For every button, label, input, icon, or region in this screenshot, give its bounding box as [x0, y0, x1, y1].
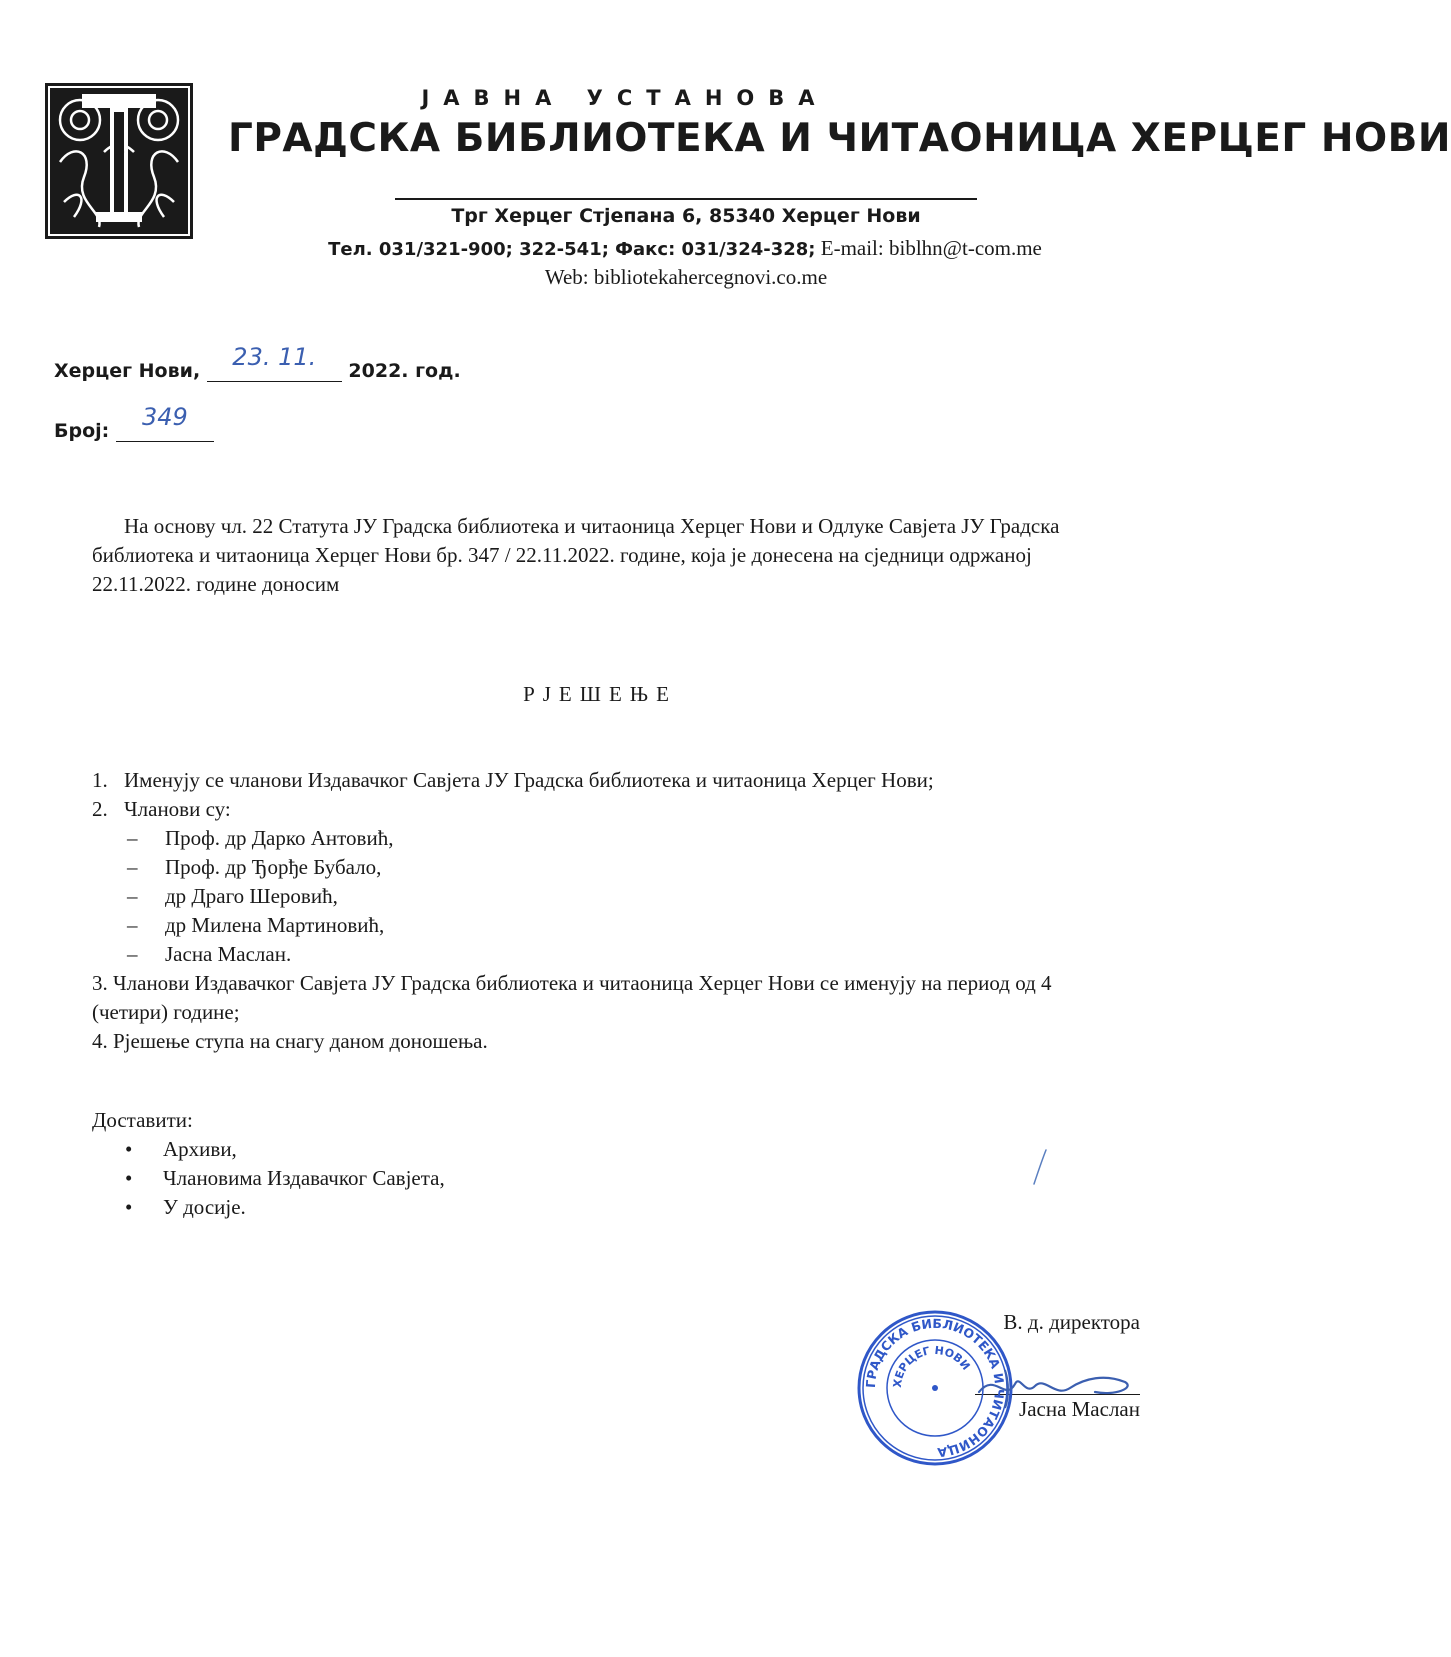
delivery-item: • Архиви,	[92, 1135, 445, 1164]
delivery-label: Доставити:	[92, 1108, 193, 1132]
decision-item-text: Чланови су:	[124, 797, 231, 821]
delivery-list	[92, 1106, 445, 1222]
pen-mark-icon	[1030, 1148, 1050, 1186]
member-name: др Драго Шеровић,	[165, 884, 338, 908]
member-item: – Проф. др Ђорђе Бубало,	[127, 855, 382, 879]
institution-name: ГРАДСКА БИБЛИОТЕКА И ЧИТАОНИЦА ХЕРЦЕГ НОВИ	[228, 116, 1451, 161]
library-logo-icon	[44, 82, 194, 240]
decision-item	[92, 766, 1102, 795]
phone-fax: Тел. 031/321-900; 322-541; Факс: 031/324-328;	[328, 239, 816, 260]
member-name: Проф. др Ђорђе Бубало,	[165, 855, 382, 879]
contact-line	[260, 236, 1110, 261]
stamp-inner-text: ХЕРЦЕГ НОВИ	[890, 1343, 973, 1389]
place-label: Херцег Нови,	[54, 360, 201, 382]
handwritten-date: 23. 11.	[232, 343, 317, 371]
institution-address: Трг Херцег Стјепана 6, 85340 Херцег Нови	[451, 205, 921, 227]
institution-type: ЈАВНА УСТАНОВА	[421, 86, 829, 110]
member-item: – др Драго Шеровић,	[127, 884, 338, 908]
decision-item-4: 4. Рјешење ступа на снагу даном доношења.	[92, 1029, 488, 1053]
svg-text:ХЕРЦЕГ НОВИ	[891, 1344, 973, 1389]
bullet-icon: •	[125, 1137, 133, 1161]
number-label: Број:	[54, 420, 110, 442]
decision-list	[92, 766, 1102, 1056]
signatory-role: В. д. директора	[1003, 1310, 1140, 1334]
date-line	[54, 343, 461, 382]
website: Web: bibliotekahercegnovi.co.me	[544, 265, 828, 289]
stamp-outer-text: ГРАДСКА БИБЛИОТЕКА И ЧИТАОНИЦА	[862, 1315, 1008, 1461]
member-item: – Проф. др Дарко Антовић,	[127, 826, 394, 850]
member-name: др Милена Мартиновић,	[165, 913, 385, 937]
delivery-item: • Члановима Издавачког Савјета,	[92, 1164, 445, 1193]
delivery-item: • У досије.	[92, 1193, 445, 1222]
document-title: РЈЕШЕЊЕ	[523, 682, 677, 706]
decision-item-number: 1.	[92, 768, 108, 792]
member-item: – Јасна Маслан.	[127, 942, 292, 966]
decision-item-text: Именују се чланови Издавачког Савјета ЈУ Градска библиотека и читаоница Херцег Нови;	[124, 768, 934, 792]
signatory-name: Јасна Маслан	[1019, 1397, 1140, 1421]
year-label: 2022. год.	[348, 360, 461, 382]
header-divider	[395, 198, 977, 200]
member-item: – др Милена Мартиновић,	[127, 913, 385, 937]
handwritten-signature-icon	[975, 1362, 1145, 1412]
number-line	[54, 403, 214, 442]
bullet-icon: •	[125, 1195, 133, 1219]
bullet-icon: •	[125, 1166, 133, 1190]
handwritten-number: 349	[141, 403, 188, 431]
decision-item-3: 3. Чланови Издавачког Савјета ЈУ Градска библиотека и читаоница Херцег Нови се именују на период од 4 (четири) године;	[92, 971, 1052, 1024]
decision-item-number: 2.	[92, 797, 108, 821]
date-field	[207, 343, 342, 382]
email: E-mail: biblhn@t-com.me	[820, 236, 1042, 260]
member-name: Проф. др Дарко Антовић,	[165, 826, 394, 850]
intro-paragraph: На основу чл. 22 Статута ЈУ Градска библиотека и читаоница Херцег Нови и Одлуке Савјета ЈУ Градска библиотека и читаоница Херцег Нови бр. 347 / 22.11.2022. године, која је донесена на сједници одржаној 22.11.2022. године доносим	[92, 514, 1060, 596]
number-field	[116, 403, 214, 442]
member-name: Јасна Маслан.	[165, 942, 292, 966]
decision-item	[92, 795, 1102, 824]
